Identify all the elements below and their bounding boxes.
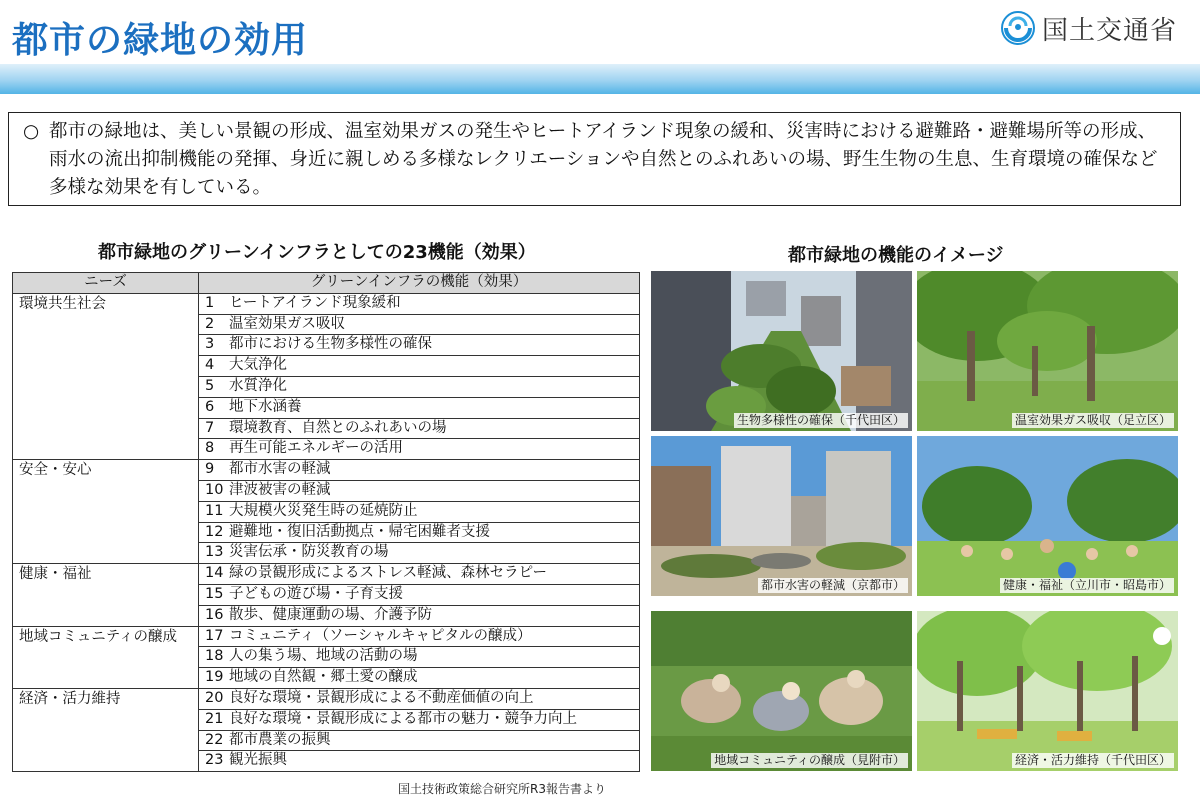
page-title: 都市の緑地の効用 bbox=[12, 20, 309, 61]
photo-caption: 都市水害の軽減（京都市） bbox=[758, 578, 908, 593]
photo-economic-vitality bbox=[917, 611, 1178, 771]
function-text: 大気浄化 bbox=[229, 357, 287, 374]
header-functions: グリーンインフラの機能（効果） bbox=[199, 273, 640, 294]
header-band bbox=[0, 64, 1200, 94]
function-number: 2 bbox=[205, 315, 215, 332]
table-row bbox=[13, 460, 640, 481]
function-text: 温室効果ガス吸収 bbox=[229, 315, 345, 332]
function-text: 良好な環境・景観形成による都市の魅力・競争力向上 bbox=[229, 710, 577, 727]
function-number: 3 bbox=[205, 336, 215, 353]
table-row bbox=[13, 293, 640, 314]
images-heading: 都市緑地の機能のイメージ bbox=[788, 245, 1004, 266]
function-cell bbox=[199, 335, 640, 356]
need-cell: 地域コミュニティの醸成 bbox=[13, 626, 199, 688]
table-row bbox=[13, 564, 640, 585]
photo-biodiversity-illustration bbox=[651, 271, 912, 431]
function-number: 12 bbox=[205, 523, 224, 540]
function-text: 都市水害の軽減 bbox=[229, 461, 331, 478]
function-number: 17 bbox=[205, 627, 224, 644]
function-text: 再生可能エネルギーの活用 bbox=[229, 440, 403, 457]
photo-flood-mitigation-illustration bbox=[651, 436, 912, 596]
function-text: 観光振興 bbox=[229, 752, 287, 769]
function-number: 22 bbox=[205, 731, 224, 748]
header-needs: ニーズ bbox=[13, 273, 199, 294]
function-text: 良好な環境・景観形成による不動産価値の向上 bbox=[229, 689, 534, 706]
function-number: 14 bbox=[205, 565, 224, 582]
function-text: 地域の自然観・郷土愛の醸成 bbox=[229, 669, 418, 686]
function-cell bbox=[199, 501, 640, 522]
need-cell: 健康・福祉 bbox=[13, 564, 199, 626]
need-cell: 環境共生社会 bbox=[13, 293, 199, 459]
function-cell bbox=[199, 293, 640, 314]
table-header-row bbox=[13, 273, 640, 294]
function-cell bbox=[199, 626, 640, 647]
function-cell bbox=[199, 418, 640, 439]
photo-caption: 温室効果ガス吸収（足立区） bbox=[1012, 413, 1174, 428]
function-cell bbox=[199, 356, 640, 377]
function-text: 人の集う場、地域の活動の場 bbox=[229, 648, 418, 665]
mlit-emblem-icon bbox=[1000, 10, 1036, 46]
function-number: 18 bbox=[205, 648, 224, 665]
table-row bbox=[13, 626, 640, 647]
intro-box bbox=[8, 112, 1181, 206]
function-number: 19 bbox=[205, 669, 224, 686]
function-text: 水質浄化 bbox=[229, 377, 287, 394]
photo-caption: 経済・活力維持（千代田区） bbox=[1012, 753, 1174, 768]
function-number: 16 bbox=[205, 606, 224, 623]
function-number: 7 bbox=[205, 419, 215, 436]
function-number: 23 bbox=[205, 752, 224, 769]
function-number: 10 bbox=[205, 481, 224, 498]
function-text: 避難地・復旧活動拠点・帰宅困難者支援 bbox=[229, 523, 490, 540]
function-text: 津波被害の軽減 bbox=[229, 481, 331, 498]
functions-table bbox=[12, 272, 640, 772]
table-row bbox=[13, 688, 640, 709]
function-text: 都市農業の振興 bbox=[229, 731, 331, 748]
photo-caption: 健康・福祉（立川市・昭島市） bbox=[1000, 578, 1174, 593]
function-cell bbox=[199, 730, 640, 751]
function-text: 大規模火災発生時の延焼防止 bbox=[229, 502, 418, 519]
function-number: 8 bbox=[205, 440, 215, 457]
function-cell bbox=[199, 522, 640, 543]
function-number: 1 bbox=[205, 294, 215, 311]
need-cell: 経済・活力維持 bbox=[13, 688, 199, 771]
photo-carbon-absorption bbox=[917, 271, 1178, 431]
photo-community bbox=[651, 611, 912, 771]
photo-economic-vitality-illustration bbox=[917, 611, 1178, 771]
function-text: 子どもの遊び場・子育支援 bbox=[229, 585, 403, 602]
function-text: 散歩、健康運動の場、介護予防 bbox=[229, 606, 432, 623]
photo-flood-mitigation bbox=[651, 436, 912, 596]
function-text: ヒートアイランド現象緩和 bbox=[229, 294, 401, 311]
photo-biodiversity bbox=[651, 271, 912, 431]
function-number: 21 bbox=[205, 710, 224, 727]
function-text: コミュニティ（ソーシャルキャピタルの醸成） bbox=[229, 627, 532, 644]
photo-caption: 地域コミュニティの醸成（見附市） bbox=[711, 753, 908, 768]
function-cell bbox=[199, 605, 640, 626]
function-cell bbox=[199, 314, 640, 335]
function-cell bbox=[199, 709, 640, 730]
table-heading: 都市緑地のグリーンインフラとしての23機能（効果） bbox=[98, 242, 536, 263]
function-number: 13 bbox=[205, 544, 224, 561]
function-cell bbox=[199, 439, 640, 460]
function-number: 9 bbox=[205, 461, 215, 478]
function-number: 15 bbox=[205, 585, 224, 602]
function-text: 緑の景観形成によるストレス軽減、森林セラピー bbox=[229, 565, 547, 582]
function-cell bbox=[199, 543, 640, 564]
function-cell bbox=[199, 460, 640, 481]
function-cell bbox=[199, 376, 640, 397]
function-text: 地下水涵養 bbox=[229, 398, 302, 415]
bullet-icon: ○ bbox=[23, 121, 40, 142]
function-number: 5 bbox=[205, 377, 215, 394]
photo-community-illustration bbox=[651, 611, 912, 771]
function-text: 環境教育、自然とのふれあいの場 bbox=[229, 419, 447, 436]
function-number: 11 bbox=[205, 502, 224, 519]
photo-caption: 生物多様性の確保（千代田区） bbox=[734, 413, 908, 428]
photo-health-welfare-illustration bbox=[917, 436, 1178, 596]
function-number: 4 bbox=[205, 357, 215, 374]
ministry-logo bbox=[1000, 8, 1190, 48]
function-number: 20 bbox=[205, 689, 224, 706]
function-cell bbox=[199, 564, 640, 585]
function-cell bbox=[199, 647, 640, 668]
function-cell bbox=[199, 584, 640, 605]
photo-carbon-absorption-illustration bbox=[917, 271, 1178, 431]
logo-text: 国土交通省 bbox=[1042, 15, 1178, 46]
function-cell bbox=[199, 688, 640, 709]
function-cell bbox=[199, 668, 640, 689]
source-note: 国土技術政策総合研究所R3報告書より bbox=[398, 782, 606, 796]
function-text: 都市における生物多様性の確保 bbox=[229, 336, 432, 353]
photo-health-welfare bbox=[917, 436, 1178, 596]
function-cell bbox=[199, 751, 640, 772]
function-text: 災害伝承・防災教育の場 bbox=[229, 544, 389, 561]
function-cell bbox=[199, 480, 640, 501]
intro-text: 都市の緑地は、美しい景観の形成、温室効果ガスの発生やヒートアイランド現象の緩和、災害時における避難路・避難場所等の形成、雨水の流出抑制機能の発揮、身近に親しめる多様なレクリエーションや自然とのふれあいの場、野生生物の生息、生育環境の確保など多様な効果を有している。 bbox=[49, 121, 1158, 198]
function-cell bbox=[199, 397, 640, 418]
need-cell: 安全・安心 bbox=[13, 460, 199, 564]
function-number: 6 bbox=[205, 398, 215, 415]
